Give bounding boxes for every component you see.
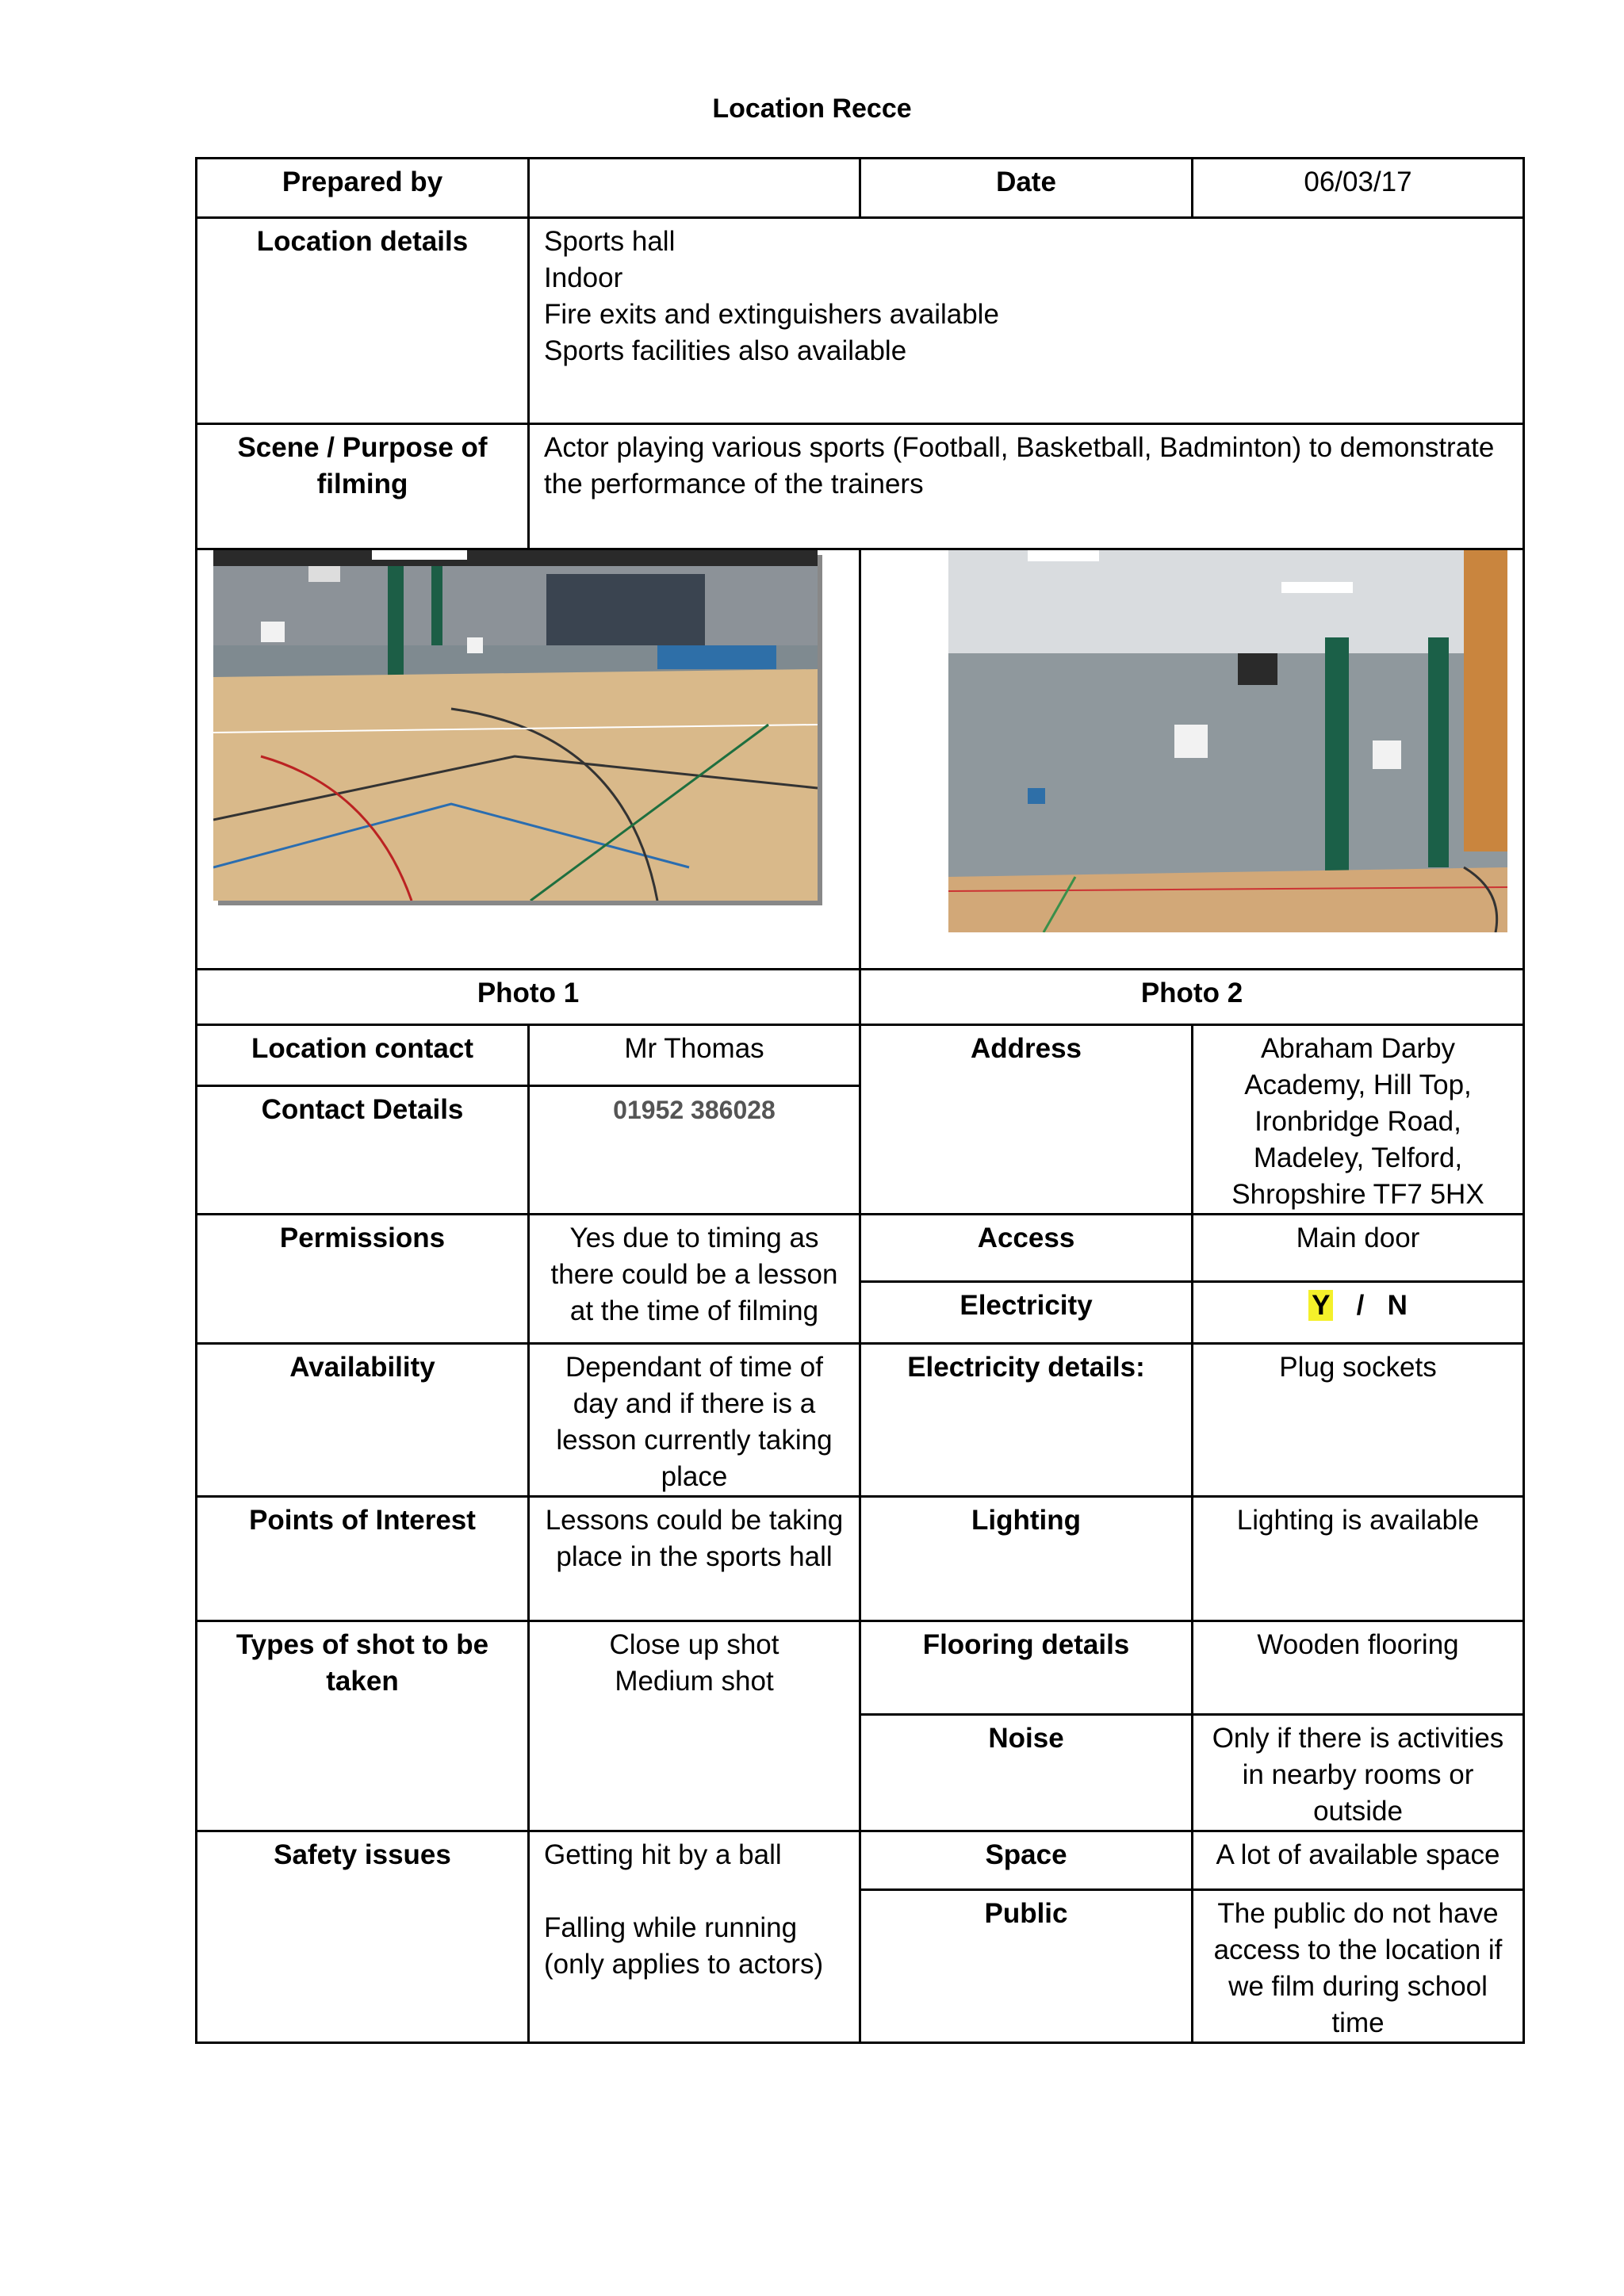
row-location-details: [197, 218, 1524, 424]
public-line: time: [1331, 2007, 1385, 2038]
row-photos: [197, 549, 1524, 970]
electricity-value: [1193, 1282, 1524, 1344]
row-location-contact: [197, 1025, 1524, 1086]
points-of-interest-line: Lessons could be taking: [545, 1505, 844, 1536]
scene-label-line: Scene / Purpose of: [237, 432, 488, 463]
address-line: Ironbridge Road,: [1254, 1106, 1461, 1137]
address-line: Shropshire TF7 5HX: [1231, 1179, 1484, 1210]
space-label: Space: [860, 1831, 1193, 1890]
points-of-interest-value: [529, 1497, 860, 1621]
contact-details-cell: [529, 1086, 860, 1215]
address-line: Academy, Hill Top,: [1244, 1070, 1472, 1100]
access-value: Main door: [1193, 1215, 1524, 1282]
contact-phone: 01952 386028: [613, 1096, 776, 1125]
electricity-details-label: Electricity details:: [860, 1344, 1193, 1497]
safety-label: Safety issues: [197, 1831, 529, 2043]
permissions-value: [529, 1215, 860, 1344]
row-permissions: [197, 1215, 1524, 1282]
flooring-label: Flooring details: [860, 1621, 1193, 1715]
prepared-by-label: Prepared by: [197, 159, 529, 218]
address-label: Address: [860, 1025, 1193, 1215]
availability-value: [529, 1344, 860, 1497]
row-scene: [197, 424, 1524, 549]
safety-value: [529, 1831, 860, 2043]
electricity-label: Electricity: [860, 1282, 1193, 1344]
electricity-sep: /: [1356, 1290, 1365, 1321]
scene-line: the performance of the trainers: [544, 469, 924, 499]
points-of-interest-label: Points of Interest: [197, 1497, 529, 1621]
permissions-label: Permissions: [197, 1215, 529, 1344]
lighting-value: Lighting is available: [1193, 1497, 1524, 1621]
types-of-shot-line: Medium shot: [615, 1666, 774, 1697]
photo-2-image: [948, 550, 1507, 932]
public-line: access to the location if: [1213, 1934, 1503, 1965]
row-photo-labels: [197, 970, 1524, 1025]
noise-line: in nearby rooms or: [1242, 1759, 1474, 1790]
row-types-of-shot: [197, 1621, 1524, 1715]
availability-line: place: [661, 1461, 728, 1492]
safety-line: Getting hit by a ball: [544, 1839, 782, 1870]
photo-1-label: Photo 1: [197, 970, 860, 1025]
public-label: Public: [860, 1890, 1193, 2043]
location-detail-line: Sports hall: [544, 226, 676, 257]
row-points-of-interest: [197, 1497, 1524, 1621]
scene-value: [529, 424, 1524, 549]
types-of-shot-label: [197, 1621, 529, 1831]
date-value: 06/03/17: [1193, 159, 1524, 218]
permissions-line: there could be a lesson: [550, 1259, 838, 1290]
electricity-yes: Y: [1308, 1290, 1333, 1321]
location-contact-value: Mr Thomas: [529, 1025, 860, 1086]
page-title: Location Recce: [712, 94, 912, 124]
permissions-line: at the time of filming: [569, 1295, 819, 1326]
photo-2-label: Photo 2: [860, 970, 1524, 1025]
scene-line: Actor playing various sports (Football, Basketball, Badminton) to demonstrate: [544, 432, 1495, 463]
recce-table: [195, 157, 1525, 2044]
lighting-label: Lighting: [860, 1497, 1193, 1621]
electricity-no: N: [1387, 1290, 1408, 1321]
availability-line: day and if there is a: [573, 1388, 816, 1419]
address-line: Abraham Darby: [1260, 1033, 1456, 1064]
types-of-shot-label-line: Types of shot to be: [236, 1629, 489, 1660]
photo2-cell: [860, 549, 1524, 970]
address-value: [1193, 1025, 1524, 1215]
location-detail-line: Indoor: [544, 262, 623, 293]
row-prepared-by: [197, 159, 1524, 218]
row-safety: [197, 1831, 1524, 1890]
public-line: we film during school: [1228, 1971, 1488, 2002]
flooring-value: Wooden flooring: [1193, 1621, 1524, 1715]
prepared-by-value: [529, 159, 860, 218]
types-of-shot-value: [529, 1621, 860, 1831]
types-of-shot-line: Close up shot: [609, 1629, 779, 1660]
electricity-details-value: Plug sockets: [1193, 1344, 1524, 1497]
noise-label: Noise: [860, 1715, 1193, 1831]
scene-label-line: filming: [316, 469, 408, 499]
safety-line: Falling while running: [544, 1912, 798, 1943]
noise-line: outside: [1313, 1796, 1403, 1827]
location-contact-label: Location contact: [197, 1025, 529, 1086]
photo1-cell: [197, 549, 860, 970]
availability-line: lesson currently taking: [556, 1425, 833, 1456]
types-of-shot-label-line: taken: [326, 1666, 399, 1697]
row-availability: [197, 1344, 1524, 1497]
scene-label: [197, 424, 529, 549]
noise-value: [1193, 1715, 1524, 1831]
address-line: Madeley, Telford,: [1253, 1142, 1463, 1173]
location-detail-line: Sports facilities also available: [544, 335, 907, 366]
location-details-label: Location details: [197, 218, 529, 424]
space-value: A lot of available space: [1193, 1831, 1524, 1890]
location-detail-line: Fire exits and extinguishers available: [544, 299, 999, 330]
permissions-line: Yes due to timing as: [569, 1223, 819, 1253]
location-details-value: [529, 218, 1524, 424]
public-line: The public do not have: [1217, 1898, 1499, 1929]
noise-line: Only if there is activities: [1212, 1723, 1504, 1754]
access-label: Access: [860, 1215, 1193, 1282]
date-label: Date: [860, 159, 1193, 218]
availability-label: Availability: [197, 1344, 529, 1497]
contact-details-label: Contact Details: [197, 1086, 529, 1215]
points-of-interest-line: place in the sports hall: [556, 1541, 833, 1572]
public-value: [1193, 1890, 1524, 2043]
safety-line: (only applies to actors): [544, 1949, 824, 1980]
availability-line: Dependant of time of: [565, 1352, 823, 1383]
photo-1-image: [213, 550, 818, 901]
